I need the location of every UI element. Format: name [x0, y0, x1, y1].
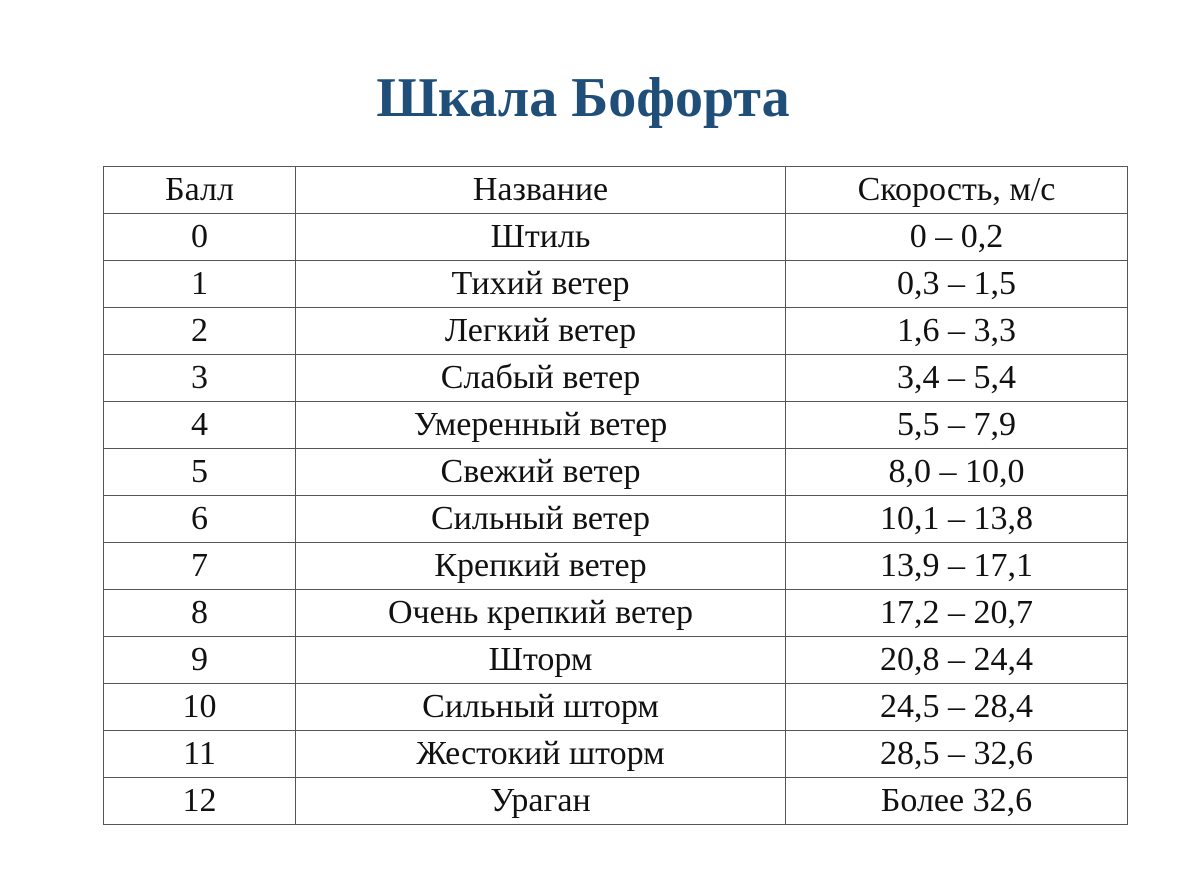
table-row: [104, 496, 1128, 543]
cell-ball: 10: [104, 684, 296, 731]
table-row: [104, 261, 1128, 308]
column-header-ball: Балл: [104, 167, 296, 214]
cell-ball: 3: [104, 355, 296, 402]
table-row: [104, 731, 1128, 778]
cell-speed: 28,5 – 32,6: [786, 731, 1128, 778]
cell-ball: 5: [104, 449, 296, 496]
table-row: [104, 355, 1128, 402]
page-title: Шкала Бофорта: [376, 67, 790, 129]
table-row: [104, 590, 1128, 637]
cell-name: Сильный ветер: [296, 496, 786, 543]
cell-ball: 8: [104, 590, 296, 637]
cell-speed: 20,8 – 24,4: [786, 637, 1128, 684]
cell-speed: 1,6 – 3,3: [786, 308, 1128, 355]
column-header-name: Название: [296, 167, 786, 214]
cell-ball: 11: [104, 731, 296, 778]
cell-name: Легкий ветер: [296, 308, 786, 355]
cell-speed: 5,5 – 7,9: [786, 402, 1128, 449]
table-row: [104, 308, 1128, 355]
cell-ball: 9: [104, 637, 296, 684]
table-row: [104, 637, 1128, 684]
cell-ball: 12: [104, 778, 296, 825]
cell-speed: Более 32,6: [786, 778, 1128, 825]
table-header-row: [104, 167, 1128, 214]
cell-name: Штиль: [296, 214, 786, 261]
table-row: [104, 778, 1128, 825]
cell-speed: 0 – 0,2: [786, 214, 1128, 261]
cell-name: Шторм: [296, 637, 786, 684]
cell-name: Тихий ветер: [296, 261, 786, 308]
cell-speed: 8,0 – 10,0: [786, 449, 1128, 496]
cell-name: Ураган: [296, 778, 786, 825]
cell-speed: 24,5 – 28,4: [786, 684, 1128, 731]
table-row: [104, 402, 1128, 449]
cell-speed: 0,3 – 1,5: [786, 261, 1128, 308]
cell-name: Слабый ветер: [296, 355, 786, 402]
cell-ball: 1: [104, 261, 296, 308]
table-row: [104, 543, 1128, 590]
cell-speed: 17,2 – 20,7: [786, 590, 1128, 637]
cell-name: Очень крепкий ветер: [296, 590, 786, 637]
cell-ball: 0: [104, 214, 296, 261]
cell-speed: 13,9 – 17,1: [786, 543, 1128, 590]
table-row: [104, 449, 1128, 496]
cell-name: Сильный шторм: [296, 684, 786, 731]
beaufort-scale-table: [103, 166, 1128, 825]
column-header-speed: Скорость, м/с: [786, 167, 1128, 214]
table-row: [104, 214, 1128, 261]
cell-ball: 2: [104, 308, 296, 355]
cell-name: Умеренный ветер: [296, 402, 786, 449]
table-row: [104, 684, 1128, 731]
cell-ball: 6: [104, 496, 296, 543]
cell-ball: 4: [104, 402, 296, 449]
cell-name: Свежий ветер: [296, 449, 786, 496]
cell-speed: 3,4 – 5,4: [786, 355, 1128, 402]
cell-name: Жестокий шторм: [296, 731, 786, 778]
cell-name: Крепкий ветер: [296, 543, 786, 590]
cell-ball: 7: [104, 543, 296, 590]
cell-speed: 10,1 – 13,8: [786, 496, 1128, 543]
